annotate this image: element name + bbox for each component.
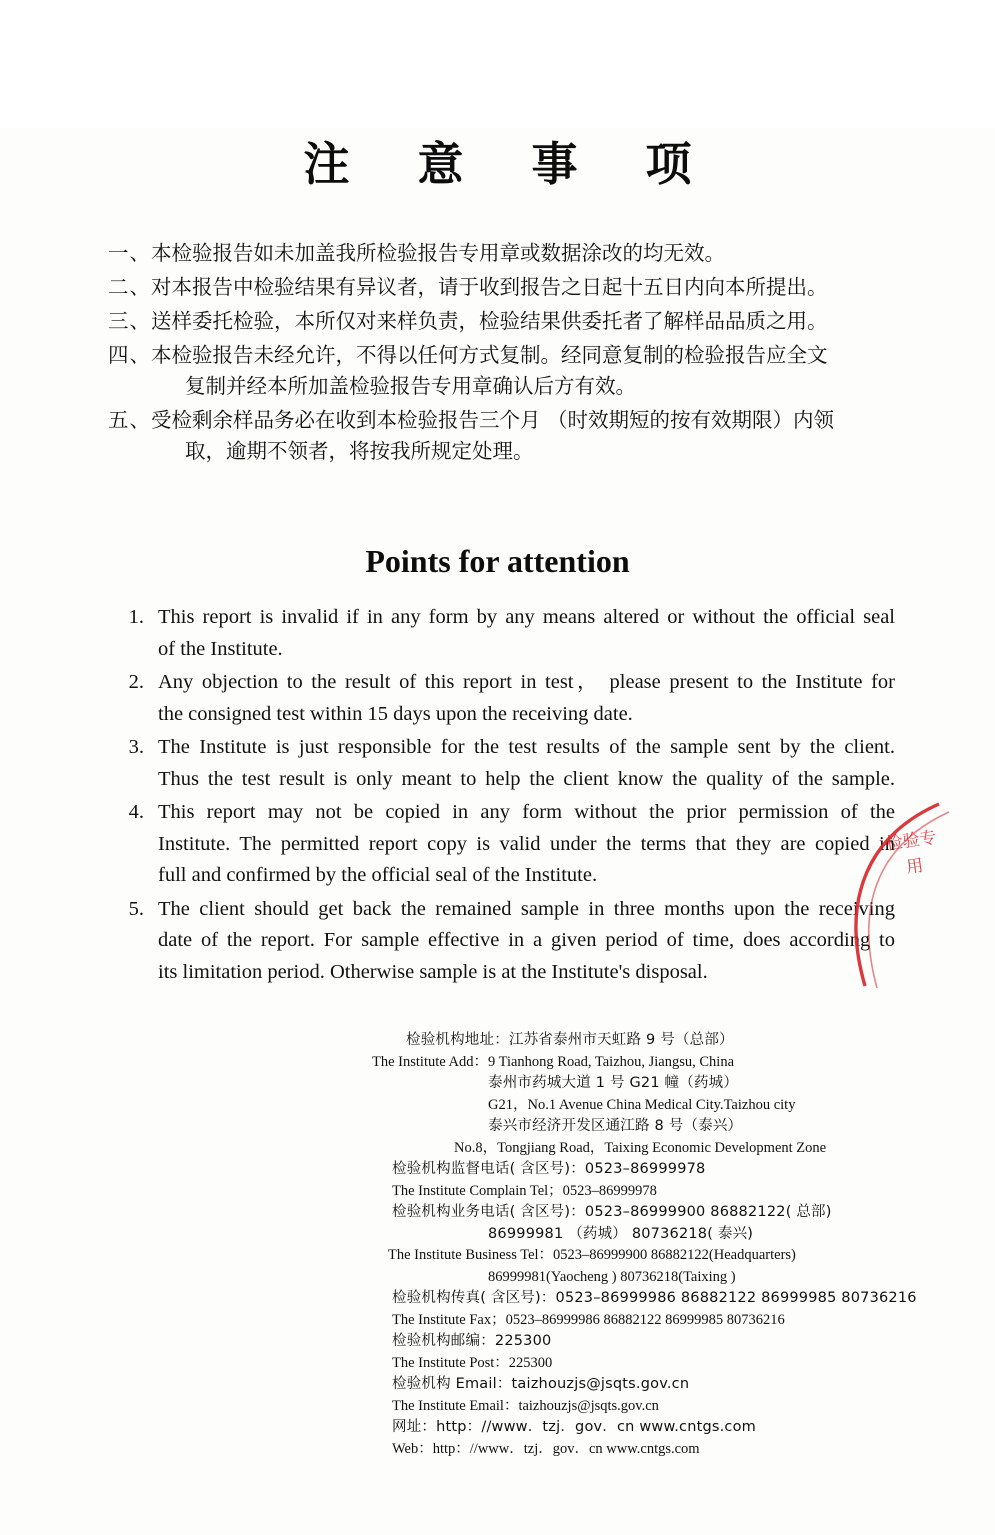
- list-item-line: This report may not be copied in any form without the prior permission of the: [158, 801, 895, 823]
- list-item-line: its limitation period. Otherwise sample is at the Institute's disposal.: [158, 960, 708, 983]
- institute-website-cn: 网址：http：//www．tzj．gov．cn www.cntgs.com: [392, 1419, 757, 1435]
- list-item-line: the consigned test within 15 days upon the receiving date.: [158, 702, 633, 725]
- institute-business-tel-en-2: 86999981(Yaocheng ) 80736218(Taixing ): [488, 1268, 736, 1285]
- list-item-number: 一、: [108, 241, 151, 265]
- list-item-text: [151, 238, 887, 269]
- list-item-line: Thus the test result is only meant to help the client know the quality of the sample.: [158, 767, 895, 790]
- institute-business-tel-cn-1: 检验机构业务电话( 含区号)：0523–86999900 86882122( 总部): [392, 1204, 832, 1220]
- institute-business-tel-cn-2: 86999981 （药城） 80736218( 泰兴): [488, 1225, 754, 1242]
- institute-email-en: The Institute Email：taizhouzjs@jsqts.gov.cn: [392, 1397, 659, 1414]
- institute-complain-tel-cn: 检验机构监督电话( 含区号)：0523–86999978: [392, 1161, 706, 1177]
- english-notes-list: [108, 602, 895, 988]
- list-item: [108, 602, 895, 665]
- list-item-line: Institute. The permitted report copy is valid under the terms that they are copied in: [158, 832, 895, 855]
- institute-business-tel-en-1: The Institute Business Tel：0523–86999900 86882122(Headquarters): [388, 1247, 796, 1263]
- list-item-number: 四、: [108, 343, 151, 367]
- list-item-number: 4.: [128, 801, 144, 823]
- list-item-line: 本检验报告如未加盖我所检验报告专用章或数据涂改的均无效。: [151, 241, 725, 265]
- list-item: [108, 272, 887, 303]
- list-item-line: The client should get back the remained sample in three months upon the receiving: [158, 897, 895, 920]
- list-item-text: [158, 894, 895, 989]
- seal-characters: 检验专用: [884, 827, 938, 878]
- list-item: [108, 667, 895, 730]
- list-item-number: 1.: [128, 606, 144, 628]
- list-item-text: [158, 797, 895, 892]
- list-item-line: 取，逾期不领者，将按我所规定处理。: [185, 439, 534, 463]
- list-item-line: 复制并经本所加盖检验报告专用章确认后方有效。: [185, 374, 636, 398]
- list-item-line: This report is invalid if in any form by any means altered or without the official seal: [158, 606, 895, 628]
- list-item-text: [151, 340, 887, 402]
- list-item-number: 二、: [108, 275, 151, 299]
- list-item-number: 3.: [128, 736, 144, 758]
- institute-post-en: The Institute Post：225300: [392, 1354, 553, 1371]
- list-item: [108, 405, 887, 467]
- list-item-number: 2.: [128, 671, 144, 693]
- footer-contact-block: [0, 1030, 995, 1460]
- list-item: [108, 797, 895, 892]
- list-item-line: date of the report. For sample effective in a given period of time, does according to: [158, 929, 895, 951]
- institute-fax-cn: 检验机构传真( 含区号)：0523–86999986 86882122 86999985 80736216: [392, 1290, 917, 1306]
- chinese-notes-list: [108, 238, 887, 467]
- institute-address-cn-1: 检验机构地址：江苏省泰州市天虹路 9 号（总部）: [406, 1032, 734, 1048]
- institute-address-cn-2: 泰州市药城大道 1 号 G21 幢（药城）: [488, 1075, 739, 1091]
- list-item-text: [151, 272, 887, 303]
- list-item-line: Any objection to the result of this report in test， please present to the Institute for: [158, 671, 895, 693]
- list-item-number: 五、: [108, 408, 151, 432]
- list-item: [108, 732, 895, 795]
- list-item-number: 5.: [128, 897, 144, 920]
- list-item-text: [151, 405, 887, 467]
- list-item-line: The Institute is just responsible for the test results of the sample sent by the client.: [158, 736, 895, 758]
- institute-address-cn-3: 泰兴市经济开发区通江路 8 号（泰兴）: [488, 1118, 743, 1134]
- institute-address-en-1: The Institute Add：9 Tianhong Road, Taizhou, Jiangsu, China: [372, 1053, 735, 1070]
- list-item-line: 对本报告中检验结果有异议者，请于收到报告之日起十五日内向本所提出。: [151, 275, 828, 299]
- institute-address-en-2: G21，No.1 Avenue China Medical City.Taizhou city: [488, 1096, 796, 1113]
- list-item-text: [158, 602, 895, 665]
- page-title-english: Points for attention: [365, 543, 630, 579]
- institute-website-en: Web：http：//www．tzj．gov．cn www.cntgs.com: [392, 1440, 700, 1457]
- list-item: [108, 238, 887, 269]
- institute-address-en-3: No.8，Tongjiang Road，Taixing Economic Development Zone: [454, 1139, 827, 1156]
- institute-complain-tel-en: The Institute Complain Tel；0523–86999978: [392, 1182, 657, 1199]
- list-item: [108, 894, 895, 989]
- institute-email-cn: 检验机构 Email：taizhouzjs@jsqts.gov.cn: [392, 1376, 690, 1392]
- list-item-line: 受检剩余样品务必在收到本检验报告三个月 （时效期短的按有效期限）内领: [151, 408, 835, 432]
- list-item-line: 本检验报告未经允许，不得以任何方式复制。经同意复制的检验报告应全文: [151, 343, 828, 367]
- list-item-text: [151, 306, 887, 337]
- list-item-line: 送样委托检验，本所仅对来样负责，检验结果供委托者了解样品品质之用。: [151, 309, 828, 333]
- document-page: [0, 128, 995, 1535]
- list-item: [108, 306, 887, 337]
- list-item-line: of the Institute.: [158, 637, 283, 660]
- list-item: [108, 340, 887, 402]
- list-item-text: [158, 667, 895, 730]
- institute-post-cn: 检验机构邮编：225300: [392, 1333, 552, 1349]
- page-title-chinese: 注 意 事 项: [303, 137, 718, 191]
- list-item-number: 三、: [108, 309, 151, 333]
- institute-fax-en: The Institute Fax；0523–86999986 86882122 86999985 80736216: [392, 1311, 785, 1328]
- list-item-line: full and confirmed by the official seal of the Institute.: [158, 864, 598, 886]
- list-item-text: [158, 732, 895, 795]
